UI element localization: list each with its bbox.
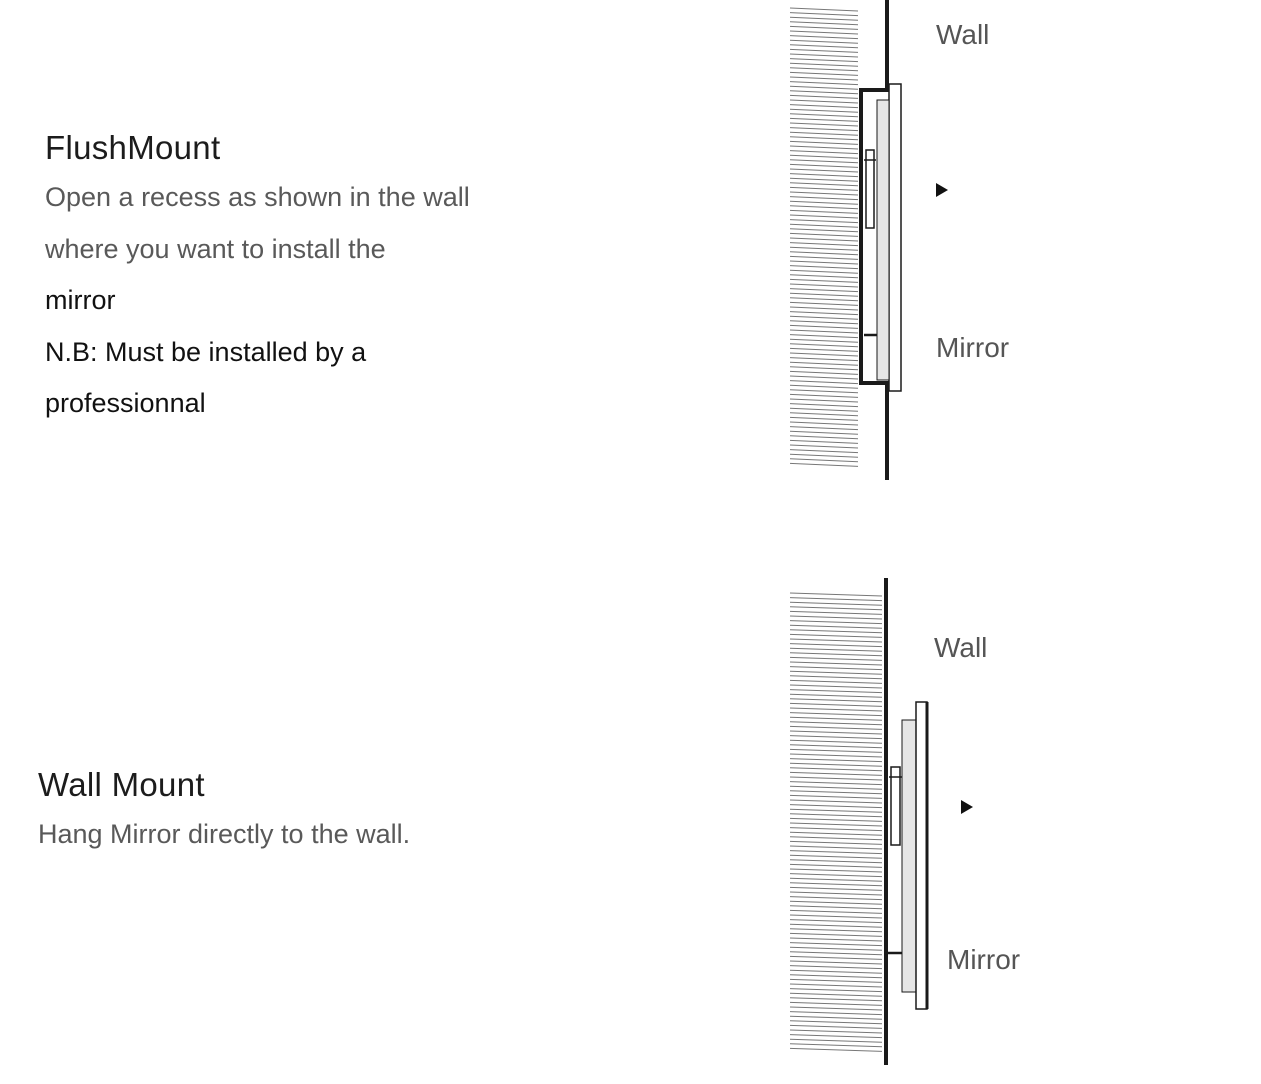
hatch-line: [790, 252, 858, 255]
hatch-line: [790, 45, 858, 48]
hatch-line: [790, 1021, 882, 1024]
hatch-line: [790, 993, 882, 996]
hatch-line: [790, 768, 882, 771]
hatch-line: [790, 938, 882, 941]
hatch-line: [790, 860, 882, 863]
hatch-line: [790, 348, 858, 351]
hatch-line: [790, 616, 882, 619]
hatch-line: [790, 86, 858, 89]
hatch-line: [790, 362, 858, 365]
hatch-line: [790, 818, 882, 821]
hatch-line: [790, 463, 858, 466]
hatch-line: [790, 805, 882, 808]
hatch-line: [790, 855, 882, 858]
hatch-line: [790, 376, 858, 379]
hatch-line: [790, 694, 882, 697]
hatch-line: [790, 598, 882, 601]
hatch-line: [790, 680, 882, 683]
hatch-line: [790, 740, 882, 743]
hatch-line: [790, 1039, 882, 1042]
hatch-line: [790, 749, 882, 752]
hatch-line: [790, 394, 858, 397]
hatch-line: [790, 284, 858, 287]
hatch-line: [790, 892, 882, 895]
hatch-line: [790, 40, 858, 43]
hatch-line: [790, 178, 858, 181]
hatch-line: [790, 431, 858, 434]
hatch-line: [790, 717, 882, 720]
hatch-line: [790, 312, 858, 315]
hatch-line: [790, 109, 858, 112]
flush-note-line-1: N.B: Must be installed by a: [45, 336, 367, 367]
hatch-line: [790, 814, 882, 817]
hatch-line: [790, 123, 858, 126]
hatch-line: [790, 31, 858, 34]
hatch-line: [790, 197, 858, 200]
hatch-line: [790, 1044, 882, 1047]
hatch-line: [790, 887, 882, 890]
hatch-line: [790, 933, 882, 936]
hatch-line: [790, 174, 858, 177]
hatch-line: [790, 404, 858, 407]
hatch-line: [790, 952, 882, 955]
hatch-line: [790, 910, 882, 913]
hatch-line: [790, 639, 882, 642]
hatch-line: [790, 224, 858, 227]
hatch-line: [790, 708, 882, 711]
hatch-line: [790, 998, 882, 1001]
hatch-line: [790, 233, 858, 236]
flush-desc-line-1: Open a recess as shown in the wall: [45, 182, 470, 212]
flush-mirror-back: [877, 100, 889, 380]
wall-mount-hatch: [790, 593, 882, 1051]
hatch-line: [790, 408, 858, 411]
hatch-line: [790, 809, 882, 812]
hatch-line: [790, 864, 882, 867]
wall-mount-mirror-back: [902, 720, 916, 992]
flush-mount-section: [45, 128, 605, 430]
hatch-line: [790, 210, 858, 213]
hatch-line: [790, 270, 858, 273]
hatch-line: [790, 459, 858, 462]
hatch-line: [790, 91, 858, 94]
hatch-line: [790, 736, 882, 739]
hatch-line: [790, 1035, 882, 1038]
hatch-line: [790, 118, 858, 121]
hatch-line: [790, 371, 858, 374]
hatch-line: [790, 602, 882, 605]
hatch-line: [790, 943, 882, 946]
hatch-line: [790, 823, 882, 826]
hatch-line: [790, 339, 858, 342]
hatch-line: [790, 1030, 882, 1033]
hatch-line: [790, 49, 858, 52]
hatch-line: [790, 238, 858, 241]
hatch-line: [790, 436, 858, 439]
hatch-line: [790, 745, 882, 748]
hatch-line: [790, 422, 858, 425]
hatch-line: [790, 841, 882, 844]
hatch-line: [790, 385, 858, 388]
flush-mirror-panel: [889, 84, 901, 391]
hatch-line: [790, 13, 858, 16]
hatch-line: [790, 36, 858, 39]
hatch-line: [790, 851, 882, 854]
hatch-line: [790, 634, 882, 637]
hatch-line: [790, 648, 882, 651]
hatch-line: [790, 82, 858, 85]
hatch-line: [790, 8, 858, 11]
hatch-line: [790, 777, 882, 780]
hatch-line: [790, 671, 882, 674]
hatch-line: [790, 243, 858, 246]
hatch-line: [790, 772, 882, 775]
hatch-line: [790, 427, 858, 430]
hatch-line: [790, 335, 858, 338]
hatch-line: [790, 782, 882, 785]
hatch-line: [790, 187, 858, 190]
wall-mount-desc: Hang Mirror directly to the wall.: [38, 819, 411, 849]
hatch-line: [790, 146, 858, 149]
hatch-line: [790, 874, 882, 877]
hatch-line: [790, 289, 858, 292]
hatch-line: [790, 137, 858, 140]
hatch-line: [790, 621, 882, 624]
hatch-line: [790, 966, 882, 969]
hatch-line: [790, 266, 858, 269]
hatch-line: [790, 298, 858, 301]
hatch-line: [790, 293, 858, 296]
wall-mount-bracket: [891, 767, 900, 845]
flush-desc-line-3: mirror: [45, 285, 116, 315]
hatch-line: [790, 975, 882, 978]
hatch-line: [790, 183, 858, 186]
hatch-line: [790, 353, 858, 356]
hatch-line: [790, 68, 858, 71]
hatch-line: [790, 105, 858, 108]
hatch-line: [790, 367, 858, 370]
hatch-line: [790, 440, 858, 443]
hatch-line: [790, 330, 858, 333]
hatch-line: [790, 611, 882, 614]
hatch-line: [790, 100, 858, 103]
hatch-line: [790, 381, 858, 384]
hatch-line: [790, 979, 882, 982]
wall-mount-diagram: [760, 575, 1080, 1075]
hatch-line: [790, 229, 858, 232]
hatch-line: [790, 413, 858, 416]
hatch-line: [790, 261, 858, 264]
hatch-line: [790, 763, 882, 766]
wall-mount-mirror-panel: [916, 702, 927, 1009]
flush-wall-hatch: [790, 8, 858, 466]
hatch-line: [790, 160, 858, 163]
flush-wall-label: Wall: [936, 19, 990, 50]
hatch-line: [790, 947, 882, 950]
flush-mirror-label: Mirror: [936, 332, 1010, 363]
hatch-line: [790, 703, 882, 706]
hatch-line: [790, 316, 858, 319]
hatch-line: [790, 22, 858, 25]
hatch-line: [790, 141, 858, 144]
hatch-line: [790, 731, 882, 734]
hatch-line: [790, 358, 858, 361]
hatch-line: [790, 713, 882, 716]
hatch-line: [790, 114, 858, 117]
hatch-line: [790, 690, 882, 693]
hatch-line: [790, 132, 858, 135]
hatch-line: [790, 201, 858, 204]
hatch-line: [790, 869, 882, 872]
hatch-line: [790, 445, 858, 448]
hatch-line: [790, 800, 882, 803]
hatch-line: [790, 607, 882, 610]
hatch-line: [790, 920, 882, 923]
hatch-line: [790, 897, 882, 900]
hatch-line: [790, 644, 882, 647]
hatch-line: [790, 1012, 882, 1015]
hatch-line: [790, 676, 882, 679]
hatch-line: [790, 95, 858, 98]
hatch-line: [790, 593, 882, 596]
flush-note-line-2: professionnal: [45, 388, 206, 418]
hatch-line: [790, 722, 882, 725]
hatch-line: [790, 1007, 882, 1010]
hatch-line: [790, 924, 882, 927]
hatch-line: [790, 984, 882, 987]
hatch-line: [790, 653, 882, 656]
hatch-line: [790, 192, 858, 195]
hatch-line: [790, 828, 882, 831]
hatch-line: [790, 786, 882, 789]
hatch-line: [790, 883, 882, 886]
hatch-line: [790, 77, 858, 80]
wall-mount-section: [38, 765, 598, 861]
flush-arrow-icon: [936, 183, 948, 197]
hatch-line: [790, 699, 882, 702]
hatch-line: [790, 791, 882, 794]
hatch-line: [790, 417, 858, 420]
hatch-line: [790, 685, 882, 688]
wall-mount-arrow-icon: [961, 800, 973, 814]
hatch-line: [790, 325, 858, 328]
hatch-line: [790, 72, 858, 75]
hatch-line: [790, 1025, 882, 1028]
hatch-line: [790, 247, 858, 250]
hatch-line: [790, 989, 882, 992]
hatch-line: [790, 906, 882, 909]
flush-mount-title: FlushMount: [45, 129, 221, 166]
hatch-line: [790, 220, 858, 223]
hatch-line: [790, 970, 882, 973]
flush-desc-line-2: where you want to install the: [45, 233, 386, 264]
hatch-line: [790, 759, 882, 762]
hatch-line: [790, 630, 882, 633]
hatch-line: [790, 279, 858, 282]
hatch-line: [790, 63, 858, 66]
wall-mount-title: Wall Mount: [38, 766, 205, 803]
hatch-line: [790, 915, 882, 918]
wall-mount-mirror-label: Mirror: [947, 944, 1021, 975]
hatch-line: [790, 390, 858, 393]
wall-mount-wall-label: Wall: [934, 632, 988, 663]
hatch-line: [790, 846, 882, 849]
hatch-line: [790, 155, 858, 158]
hatch-line: [790, 657, 882, 660]
hatch-line: [790, 302, 858, 305]
hatch-line: [790, 878, 882, 881]
hatch-line: [790, 26, 858, 29]
hatch-line: [790, 929, 882, 932]
flush-mount-diagram: [760, 0, 1080, 490]
hatch-line: [790, 321, 858, 324]
hatch-line: [790, 961, 882, 964]
hatch-line: [790, 754, 882, 757]
hatch-line: [790, 344, 858, 347]
hatch-line: [790, 59, 858, 62]
hatch-line: [790, 215, 858, 218]
hatch-line: [790, 832, 882, 835]
hatch-line: [790, 169, 858, 172]
hatch-line: [790, 901, 882, 904]
hatch-line: [790, 1048, 882, 1051]
hatch-line: [790, 54, 858, 57]
flush-bracket: [866, 150, 874, 228]
hatch-line: [790, 1002, 882, 1005]
hatch-line: [790, 625, 882, 628]
hatch-line: [790, 837, 882, 840]
hatch-line: [790, 726, 882, 729]
hatch-line: [790, 399, 858, 402]
hatch-line: [790, 275, 858, 278]
hatch-line: [790, 662, 882, 665]
hatch-line: [790, 17, 858, 20]
hatch-line: [790, 164, 858, 167]
hatch-line: [790, 307, 858, 310]
hatch-line: [790, 795, 882, 798]
hatch-line: [790, 128, 858, 131]
hatch-line: [790, 956, 882, 959]
hatch-line: [790, 667, 882, 670]
hatch-line: [790, 1016, 882, 1019]
hatch-line: [790, 206, 858, 209]
hatch-line: [790, 454, 858, 457]
hatch-line: [790, 151, 858, 154]
hatch-line: [790, 256, 858, 259]
hatch-line: [790, 450, 858, 453]
